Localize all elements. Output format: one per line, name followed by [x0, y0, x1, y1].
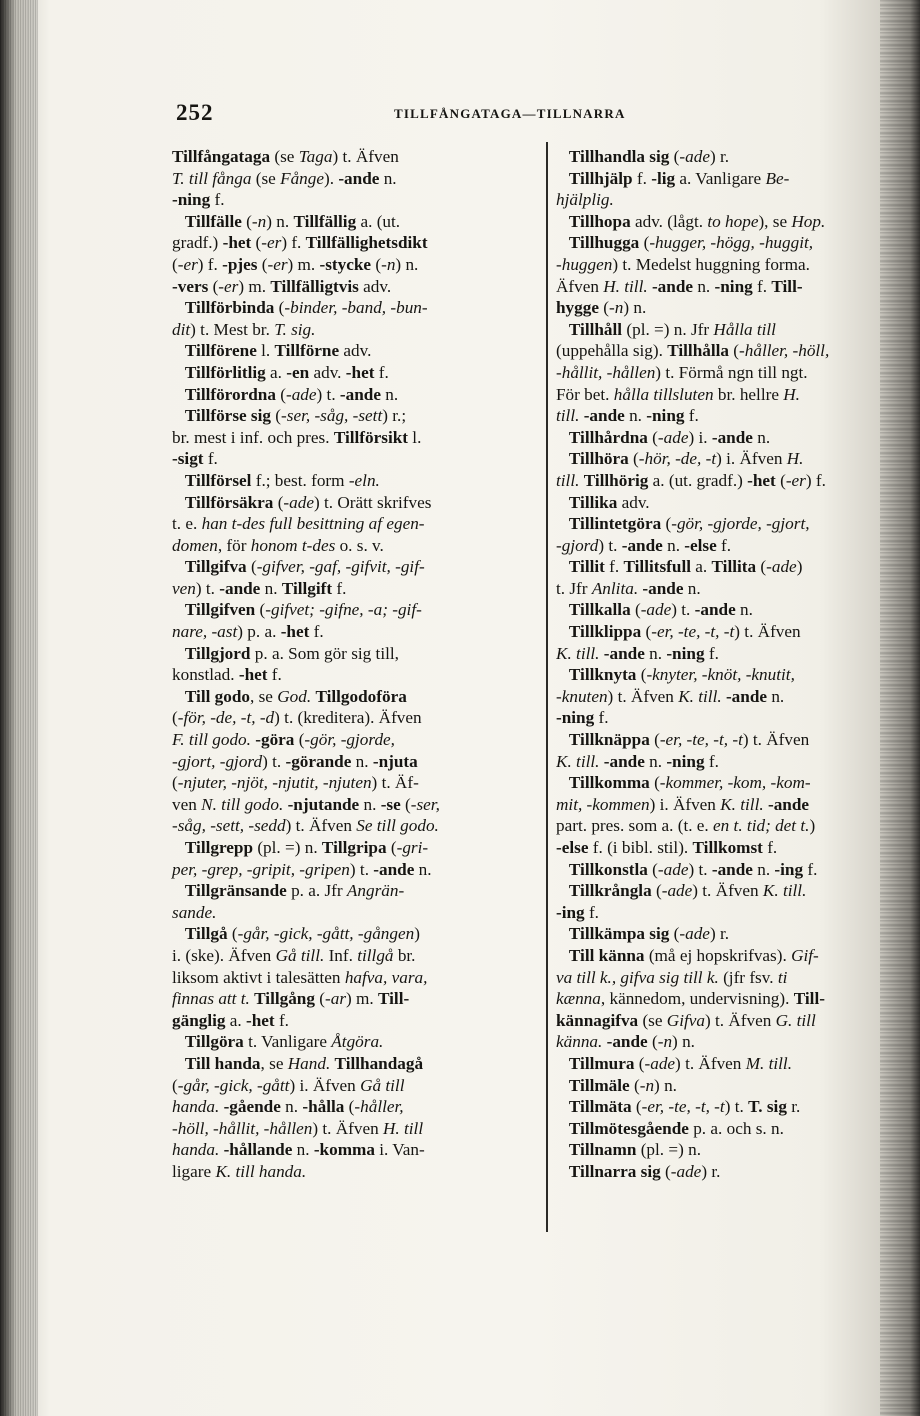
dictionary-line: till. Tillhörig a. (ut. gradf.) -het (-er) f.	[556, 470, 826, 490]
dictionary-line: Tillmäta (-er, -te, -t, -t) t. T. sig r.	[568, 1097, 801, 1117]
dictionary-line: gänglig a. -het f.	[172, 1010, 289, 1030]
dictionary-line: Tillhöra (-hör, -de, -t) i. Äfven H.	[568, 449, 804, 469]
page-gutter-shadow	[0, 0, 38, 1416]
dictionary-line: Tillförsel f.; best. form -eln.	[184, 470, 380, 490]
dictionary-line: (-er) f. -pjes (-er) m. -stycke (-n) n.	[172, 254, 419, 274]
dictionary-line: handa. -gående n. -hålla (-håller,	[172, 1097, 404, 1117]
dictionary-line: Tillknäppa (-er, -te, -t, -t) t. Äfven	[568, 730, 810, 750]
dictionary-line: Tillförsäkra (-ade) t. Orätt skrifves	[184, 492, 432, 512]
dictionary-line: konstlad. -het f.	[172, 665, 282, 685]
dictionary-line: finnas att t. Tillgång (-ar) m. Till-	[172, 989, 410, 1009]
running-head: TILLFÅNGATAGA—TILLNARRA	[394, 106, 626, 121]
dictionary-line: Tillkonstla (-ade) t. -ande n. -ing f.	[568, 859, 818, 879]
dictionary-line: Tillmäle (-n) n.	[568, 1075, 677, 1095]
dictionary-line: part. pres. som a. (t. e. en t. tid; det t.)	[556, 816, 816, 836]
right-column	[556, 146, 896, 1183]
dictionary-line: sande.	[172, 902, 217, 922]
dictionary-line: ligare K. till handa.	[172, 1161, 307, 1181]
dictionary-line: (-går, -gick, -gått) i. Äfven Gå till	[172, 1075, 405, 1095]
dictionary-line: Tillhopa adv. (lågt. to hope), se Hop.	[568, 211, 826, 231]
dictionary-line: -sigt f.	[172, 449, 218, 469]
dictionary-line: Tillgränsande p. a. Jfr Angrän-	[184, 881, 405, 901]
dictionary-line: Tillgå (-går, -gick, -gått, -gången)	[184, 924, 420, 944]
dictionary-line: gradf.) -het (-er) f. Tillfällighetsdikt	[172, 233, 428, 253]
dictionary-line: Tillhårdna (-ade) i. -ande n.	[568, 427, 771, 447]
dictionary-line: Tillgifva (-gifver, -gaf, -gifvit, -gif-	[184, 557, 425, 577]
dictionary-line: känna. -ande (-n) n.	[556, 1032, 695, 1052]
dictionary-line: hjälplig.	[556, 190, 614, 210]
dictionary-line: F. till godo. -göra (-gör, -gjorde,	[172, 730, 395, 750]
dictionary-line: liksom aktivt i talesätten hafva, vara,	[172, 967, 428, 987]
dictionary-line: Tillkalla (-ade) t. -ande n.	[568, 600, 753, 620]
dictionary-line: -knuten) t. Äfven K. till. -ande n.	[556, 686, 785, 706]
dictionary-line: Tillit f. Tillitsfull a. Tillita (-ade)	[568, 557, 803, 577]
dictionary-line: ven N. till godo. -njutande n. -se (-ser,	[172, 794, 440, 814]
dictionary-line: br. mest i inf. och pres. Tillförsikt l.	[172, 427, 422, 447]
dictionary-line: K. till. -ande n. -ning f.	[556, 643, 719, 663]
dictionary-line: Tillgifven (-gifvet; -gifne, -a; -gif-	[184, 600, 422, 620]
dictionary-line: Till godo, se God. Tillgodoföra	[184, 686, 407, 706]
dictionary-line: nare, -ast) p. a. -het f.	[172, 622, 324, 642]
dictionary-line: Tillnarra sig (-ade) r.	[568, 1161, 721, 1181]
dictionary-line: Tillförene l. Tillförne adv.	[184, 341, 372, 361]
dictionary-line: -höll, -hållit, -hållen) t. Äfven H. till	[172, 1118, 424, 1138]
dictionary-line: -hållit, -hållen) t. Förmå ngn till ngt.	[556, 362, 808, 382]
dictionary-line: Tillfångataga (se Taga) t. Äfven	[172, 147, 399, 166]
dictionary-line: (uppehålla sig). Tillhålla (-håller, -höll,	[556, 341, 830, 361]
dictionary-line: (-för, -de, -t, -d) t. (kreditera). Äfven	[172, 708, 422, 728]
dictionary-line: -else f. (i bibl. stil). Tillkomst f.	[556, 838, 778, 857]
dictionary-line: Tillgjord p. a. Som gör sig till,	[184, 643, 399, 663]
dictionary-line: Tillintetgöra (-gör, -gjorde, -gjort,	[568, 514, 810, 534]
dictionary-line: (-njuter, -njöt, -njutit, -njuten) t. Äf-	[172, 773, 419, 793]
dictionary-line: i. (ske). Äfven Gå till. Inf. tillgå br.	[172, 945, 416, 965]
dictionary-line: per, -grep, -gripit, -gripen) t. -ande n.	[172, 859, 432, 879]
dictionary-line: -gjort, -gjord) t. -görande n. -njuta	[172, 751, 418, 771]
dictionary-line: Tillhandla sig (-ade) r.	[568, 147, 730, 166]
page-header	[170, 100, 890, 134]
dictionary-line: t. Jfr Anlita. -ande n.	[556, 578, 701, 598]
dictionary-line: Tillklippa (-er, -te, -t, -t) t. Äfven	[568, 622, 801, 642]
dictionary-line: -ning f.	[556, 708, 609, 728]
left-column	[172, 146, 536, 1183]
dictionary-line: Tillika adv.	[568, 492, 650, 512]
dictionary-line: -gjord) t. -ande n. -else f.	[556, 535, 732, 555]
dictionary-line: handa. -hållande n. -komma i. Van-	[172, 1140, 425, 1160]
dictionary-line: Tillgöra t. Vanligare Åtgöra.	[184, 1032, 384, 1052]
dictionary-line: Tillnamn (pl. =) n.	[568, 1140, 701, 1160]
dictionary-line: -ing f.	[556, 902, 599, 922]
dictionary-line: till. -ande n. -ning f.	[556, 406, 699, 426]
dictionary-line: domen, för honom t-des o. s. v.	[172, 535, 384, 555]
dictionary-line: Tillmötesgående p. a. och s. n.	[568, 1118, 784, 1138]
dictionary-line: Tillkrångla (-ade) t. Äfven K. till.	[568, 881, 807, 901]
dictionary-line: Tillförlitlig a. -en adv. -het f.	[184, 362, 389, 382]
dictionary-line: ven) t. -ande n. Tillgift f.	[172, 578, 347, 598]
dictionary-line: Tillförbinda (-binder, -band, -bun-	[184, 298, 428, 318]
dictionary-line: För bet. hålla tillsluten br. hellre H.	[556, 384, 800, 404]
dictionary-line: Tillkomma (-kommer, -kom, -kom-	[568, 773, 811, 793]
dictionary-line: mit, -kommen) i. Äfven K. till. -ande	[556, 794, 810, 814]
dictionary-line: kænna, kännedom, undervisning). Till-	[556, 989, 825, 1009]
dictionary-line: t. e. han t-des full besittning af egen-	[172, 514, 425, 534]
dictionary-line: T. till fånga (se Fånge). -ande n.	[172, 168, 397, 188]
dictionary-line: Äfven H. till. -ande n. -ning f. Till-	[556, 276, 803, 296]
dictionary-line: Tillförordna (-ade) t. -ande n.	[184, 384, 399, 404]
dictionary-line: hygge (-n) n.	[556, 298, 647, 318]
dictionary-line: Tillgrepp (pl. =) n. Tillgripa (-gri-	[184, 838, 429, 857]
dictionary-line: Tillfälle (-n) n. Tillfällig a. (ut.	[184, 211, 401, 231]
dictionary-line: Till handa, se Hand. Tillhandagå	[184, 1053, 424, 1073]
dictionary-line: K. till. -ande n. -ning f.	[556, 751, 719, 771]
dictionary-line: -huggen) t. Medelst huggning forma.	[556, 254, 810, 274]
dictionary-line: Tillknyta (-knyter, -knöt, -knutit,	[568, 665, 795, 685]
dictionary-line: kännagifva (se Gifva) t. Äfven G. till	[556, 1010, 816, 1030]
dictionary-line: Tillförse sig (-ser, -såg, -sett) r.;	[184, 406, 407, 426]
dictionary-line: -ning f.	[172, 190, 225, 210]
dictionary-line: dit) t. Mest br. T. sig.	[172, 319, 316, 339]
page-number: 252	[176, 100, 214, 125]
dictionary-line: Till känna (må ej hopskrifvas). Gif-	[568, 945, 819, 965]
dictionary-line: Tillmura (-ade) t. Äfven M. till.	[568, 1053, 792, 1073]
dictionary-line: Tillkämpa sig (-ade) r.	[568, 924, 730, 944]
column-divider	[546, 142, 548, 1232]
dictionary-line: Tillhåll (pl. =) n. Jfr Hålla till	[568, 319, 776, 339]
dictionary-line: va till k., gifva sig till k. (jfr fsv. ti	[556, 967, 788, 987]
dictionary-line: -vers (-er) m. Tillfälligtvis adv.	[172, 276, 392, 296]
dictionary-line: Tillhugga (-hugger, -högg, -huggit,	[568, 233, 814, 253]
dictionary-line: -såg, -sett, -sedd) t. Äfven Se till godo.	[172, 816, 439, 836]
dictionary-line: Tillhjälp f. -lig a. Vanligare Be-	[568, 168, 790, 188]
